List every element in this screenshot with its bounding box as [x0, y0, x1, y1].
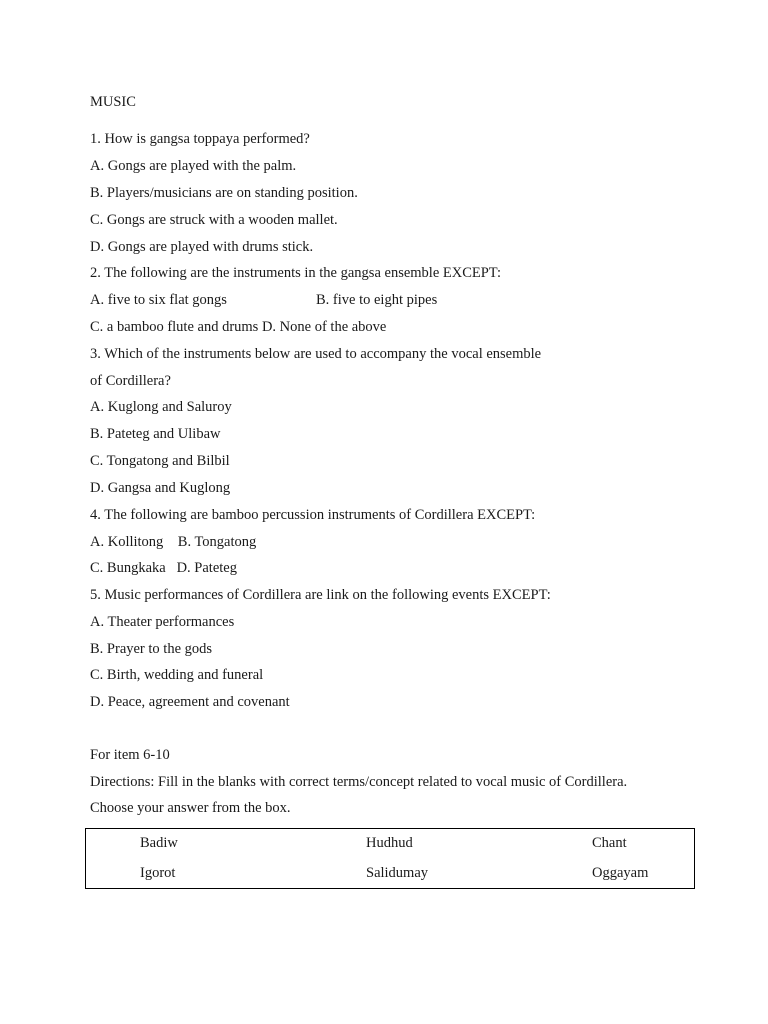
directions-text: Directions: Fill in the blanks with correct terms/concept related to vocal music of Cordillera. — [90, 774, 628, 790]
section-heading: For item 6-10 — [90, 747, 170, 763]
page-title: MUSIC — [90, 94, 136, 110]
option-c: C. Birth, wedding and funeral — [90, 667, 264, 683]
option-a: A. Theater performances — [90, 614, 235, 630]
instruction-text: Choose your answer from the box. — [90, 800, 291, 816]
option-b: B. Pateteg and Ulibaw — [90, 426, 221, 442]
option-a: A. Gongs are played with the palm. — [90, 158, 297, 174]
option-b: B. Prayer to the gods — [90, 641, 213, 657]
option-a: A. Kuglong and Saluroy — [90, 399, 232, 415]
option-d: D. Gangsa and Kuglong — [90, 480, 231, 496]
option-b: B. Players/musicians are on standing position. — [90, 185, 358, 201]
answer-choice: Salidumay — [366, 865, 429, 881]
option-c: C. Gongs are struck with a wooden mallet. — [90, 212, 338, 228]
option-b: B. five to eight pipes — [316, 292, 438, 308]
option-d: D. Gongs are played with drums stick. — [90, 239, 314, 255]
question-stem: 2. The following are the instruments in the gangsa ensemble EXCEPT: — [90, 265, 501, 281]
option-c: C. Tongatong and Bilbil — [90, 453, 230, 469]
answer-choice: Oggayam — [592, 865, 649, 881]
question-stem: 1. How is gangsa toppaya performed? — [90, 131, 310, 147]
option-a: A. five to six flat gongs — [90, 292, 227, 308]
option-d: D. Peace, agreement and covenant — [90, 694, 290, 710]
answer-choice: Igorot — [140, 865, 176, 881]
question-stem: 4. The following are bamboo percussion instruments of Cordillera EXCEPT: — [90, 507, 536, 523]
answer-choice: Chant — [592, 835, 627, 851]
option-c-d: C. Bungkaka D. Pateteg — [90, 560, 237, 576]
option-c-d: C. a bamboo flute and drums D. None of the above — [90, 319, 387, 335]
option-a-b: A. Kollitong B. Tongatong — [90, 534, 257, 550]
question-stem-line2: of Cordillera? — [90, 373, 171, 389]
answer-choice: Badiw — [140, 835, 178, 851]
question-stem-line1: 3. Which of the instruments below are used to accompany the vocal ensemble — [90, 346, 542, 362]
question-stem: 5. Music performances of Cordillera are link on the following events EXCEPT: — [90, 587, 551, 603]
answer-choice: Hudhud — [366, 835, 413, 851]
answer-box — [85, 828, 695, 889]
